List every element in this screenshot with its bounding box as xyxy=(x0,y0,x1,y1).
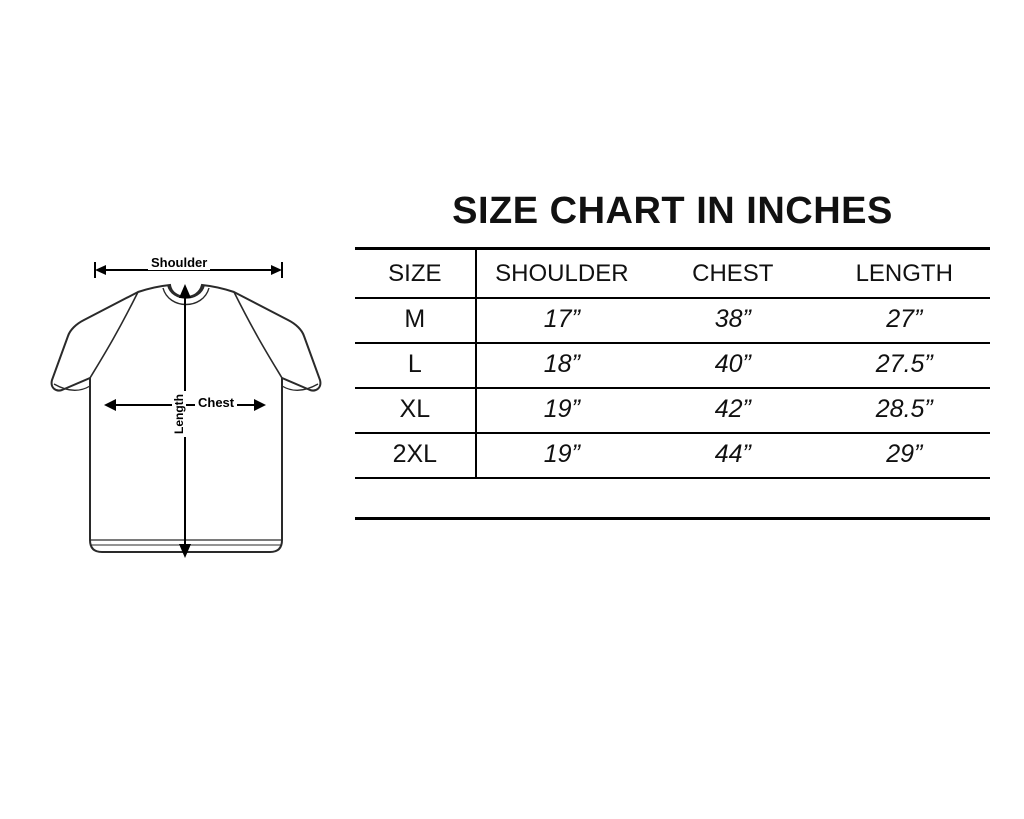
table-body xyxy=(355,298,990,478)
column-header-chest: CHEST xyxy=(647,249,818,299)
tshirt-measurement-diagram xyxy=(20,240,350,580)
cell-size: 2XL xyxy=(355,433,476,478)
cell-size: L xyxy=(355,343,476,388)
table-row xyxy=(355,388,990,433)
shoulder-label: Shoulder xyxy=(148,255,210,270)
cell-shoulder: 18” xyxy=(476,343,647,388)
cell-length: 27.5” xyxy=(819,343,990,388)
table-row xyxy=(355,343,990,388)
table-bottom-rule xyxy=(355,517,990,520)
chest-label: Chest xyxy=(195,395,237,410)
cell-length: 28.5” xyxy=(819,388,990,433)
cell-size: M xyxy=(355,298,476,343)
cell-chest: 40” xyxy=(647,343,818,388)
size-chart-panel xyxy=(355,190,990,520)
size-chart-table xyxy=(355,247,990,479)
chart-title: SIZE CHART IN INCHES xyxy=(452,190,893,232)
table-row xyxy=(355,433,990,478)
table-header-row xyxy=(355,249,990,299)
cell-shoulder: 17” xyxy=(476,298,647,343)
cell-shoulder: 19” xyxy=(476,433,647,478)
cell-length: 27” xyxy=(819,298,990,343)
table-row xyxy=(355,298,990,343)
table-header xyxy=(355,249,990,299)
cell-chest: 44” xyxy=(647,433,818,478)
cell-length: 29” xyxy=(819,433,990,478)
cell-chest: 42” xyxy=(647,388,818,433)
length-label: Length xyxy=(172,391,186,437)
cell-chest: 38” xyxy=(647,298,818,343)
column-header-size: SIZE xyxy=(355,249,476,299)
column-header-length: LENGTH xyxy=(819,249,990,299)
column-header-shoulder: SHOULDER xyxy=(476,249,647,299)
cell-shoulder: 19” xyxy=(476,388,647,433)
cell-size: XL xyxy=(355,388,476,433)
